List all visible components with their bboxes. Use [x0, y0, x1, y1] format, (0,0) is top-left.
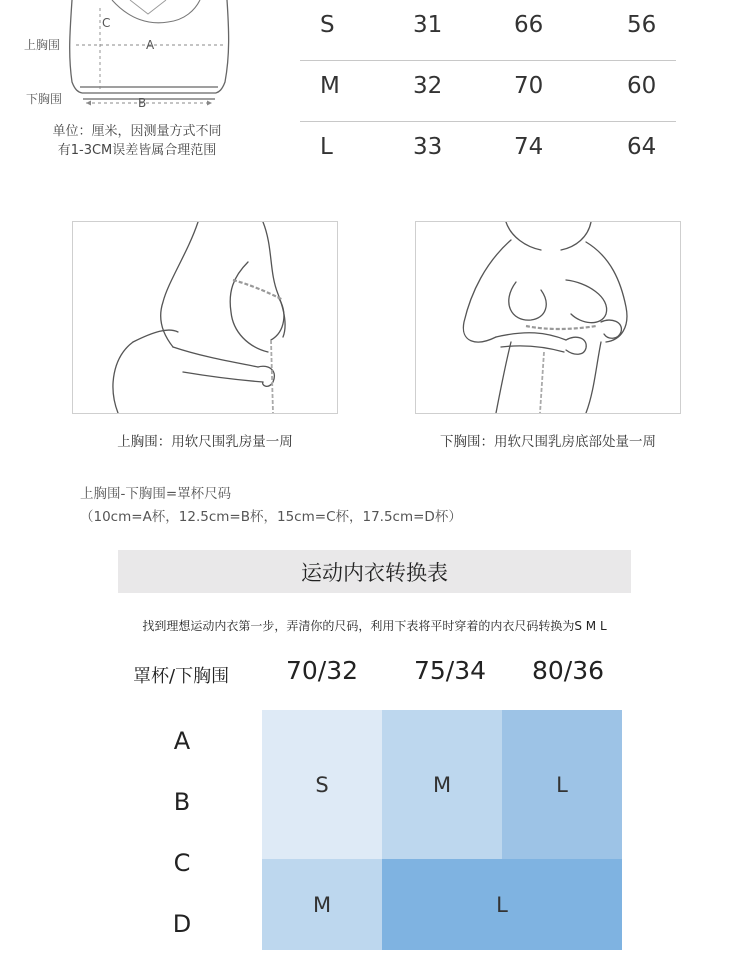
table-row [300, 0, 676, 61]
under-bust-measure-illustration [415, 221, 681, 414]
size-cell: 66 [514, 12, 544, 38]
size-cell: 70 [514, 73, 544, 99]
dimension-a-label: A [146, 38, 155, 52]
size-cell: 64 [627, 134, 657, 160]
size-cell: 32 [413, 73, 443, 99]
size-result-cell: M [262, 859, 382, 950]
cup-row-label: B [173, 788, 191, 816]
upper-bust-label: 上胸围 [24, 38, 61, 52]
table-row [300, 122, 676, 182]
conversion-description: 找到理想运动内衣第一步，弄清你的尺码，利用下表将平时穿着的内衣尺码转换为S M L [142, 619, 607, 633]
bra-measurement-diagram [20, 0, 250, 120]
size-result-cell: L [502, 710, 622, 859]
table-row [300, 61, 676, 122]
dimension-c-label: C [102, 16, 111, 30]
upper-bust-caption: 上胸围：用软尺围乳房量一周 [117, 434, 293, 450]
conversion-title: 运动内衣转换表 [301, 561, 448, 585]
cup-underbust-header: 罩杯/下胸围 [133, 666, 230, 687]
size-cell: 33 [413, 134, 443, 160]
size-table [300, 0, 676, 182]
size-cell: 60 [627, 73, 657, 99]
size-cell: 31 [413, 12, 443, 38]
unit-note-line-2: 有1-3CM误差皆属合理范围 [57, 143, 217, 158]
cup-row-label: D [172, 910, 192, 938]
under-bust-label: 下胸围 [26, 92, 63, 106]
column-header: 70/32 [285, 656, 359, 685]
size-result-cell: L [382, 859, 622, 950]
dimension-b-label: B [138, 96, 147, 110]
size-cell: L [320, 134, 333, 160]
conversion-title-banner [118, 550, 631, 593]
size-cell: 74 [514, 134, 544, 160]
size-cell: M [320, 73, 340, 99]
unit-note [22, 122, 252, 160]
column-header: 75/34 [413, 656, 487, 685]
upper-bust-measure-illustration [72, 221, 338, 414]
size-cell: 56 [627, 12, 657, 38]
unit-note-line-1: 单位：厘米，因测量方式不同 [52, 124, 222, 139]
cup-row-label: C [173, 849, 191, 877]
size-cell: S [320, 12, 335, 38]
cup-row-label: A [173, 727, 191, 755]
cup-formula-title: 上胸围-下胸围=罩杯尺码 [80, 486, 232, 502]
size-result-cell: M [382, 710, 502, 859]
cup-formula-detail: （10cm=A杯，12.5cm=B杯，15cm=C杯，17.5cm=D杯） [80, 509, 462, 525]
under-bust-caption: 下胸围：用软尺围乳房底部处量一周 [440, 434, 656, 450]
column-header: 80/36 [531, 656, 605, 685]
size-result-cell: S [262, 710, 382, 859]
